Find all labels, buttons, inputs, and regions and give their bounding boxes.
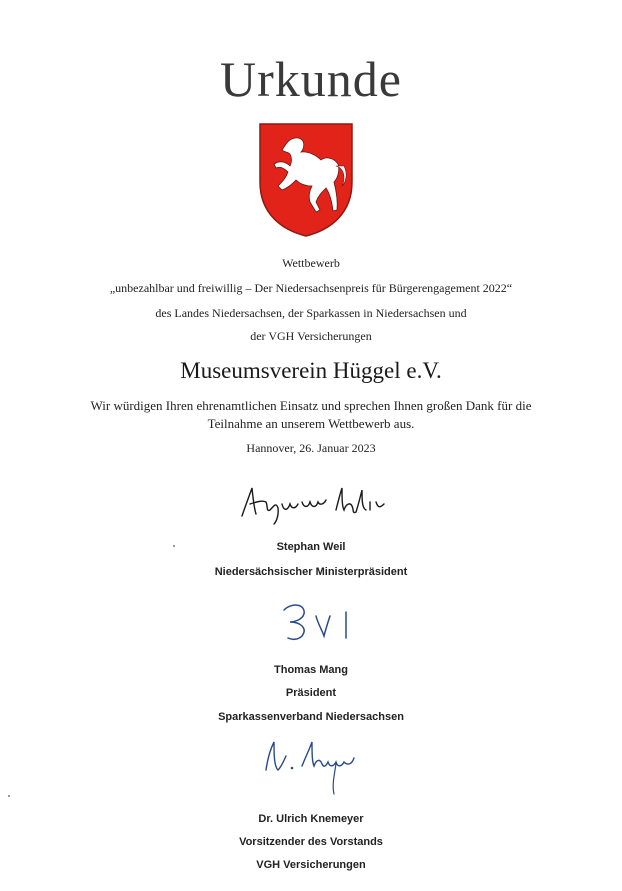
signature-stephan-weil (238, 480, 388, 526)
organizers-line-2: der VGH Versicherungen (250, 329, 372, 343)
signatory-2-org: Sparkassenverband Niedersachsen (218, 711, 404, 723)
signatory-2-role: Präsident (285, 687, 337, 699)
certificate-title: Urkunde (220, 51, 402, 107)
recipient-name: Museumsverein Hüggel e.V. (180, 358, 442, 383)
signatory-1-name: Stephan Weil (276, 541, 346, 553)
signatory-3-role: Vorsitzender des Vorstands (239, 836, 383, 848)
signature-thomas-mang (272, 598, 362, 644)
signatory-3-name: Dr. Ulrich Knemeyer (258, 813, 364, 825)
scan-speck (173, 545, 175, 547)
thanks-line-2: Teilnahme an unserem Wettbewerb aus. (207, 416, 415, 431)
signatory-3-org: VGH Versicherungen (256, 859, 366, 871)
scan-speck (8, 795, 10, 797)
signatory-1-role: Niedersächsischer Ministerpräsident (214, 566, 408, 578)
place-date: Hannover, 26. Januar 2023 (246, 441, 376, 455)
organizers-line-1: des Landes Niedersachsen, der Sparkassen in Niedersachsen und (155, 306, 467, 320)
signatory-2-name: Thomas Mang (274, 664, 348, 676)
competition-label: Wettbewerb (282, 256, 340, 270)
competition-name: „unbezahlbar und freiwillig – Der Niedersachsenpreis für Bürgerengagement 2022“ (109, 281, 513, 295)
thanks-line-1: Wir würdigen Ihren ehrenamtlichen Einsatz und sprechen Ihnen großen Dank für die (90, 398, 532, 413)
coat-of-arms-icon (258, 122, 354, 238)
signature-ulrich-knemeyer (258, 736, 368, 798)
